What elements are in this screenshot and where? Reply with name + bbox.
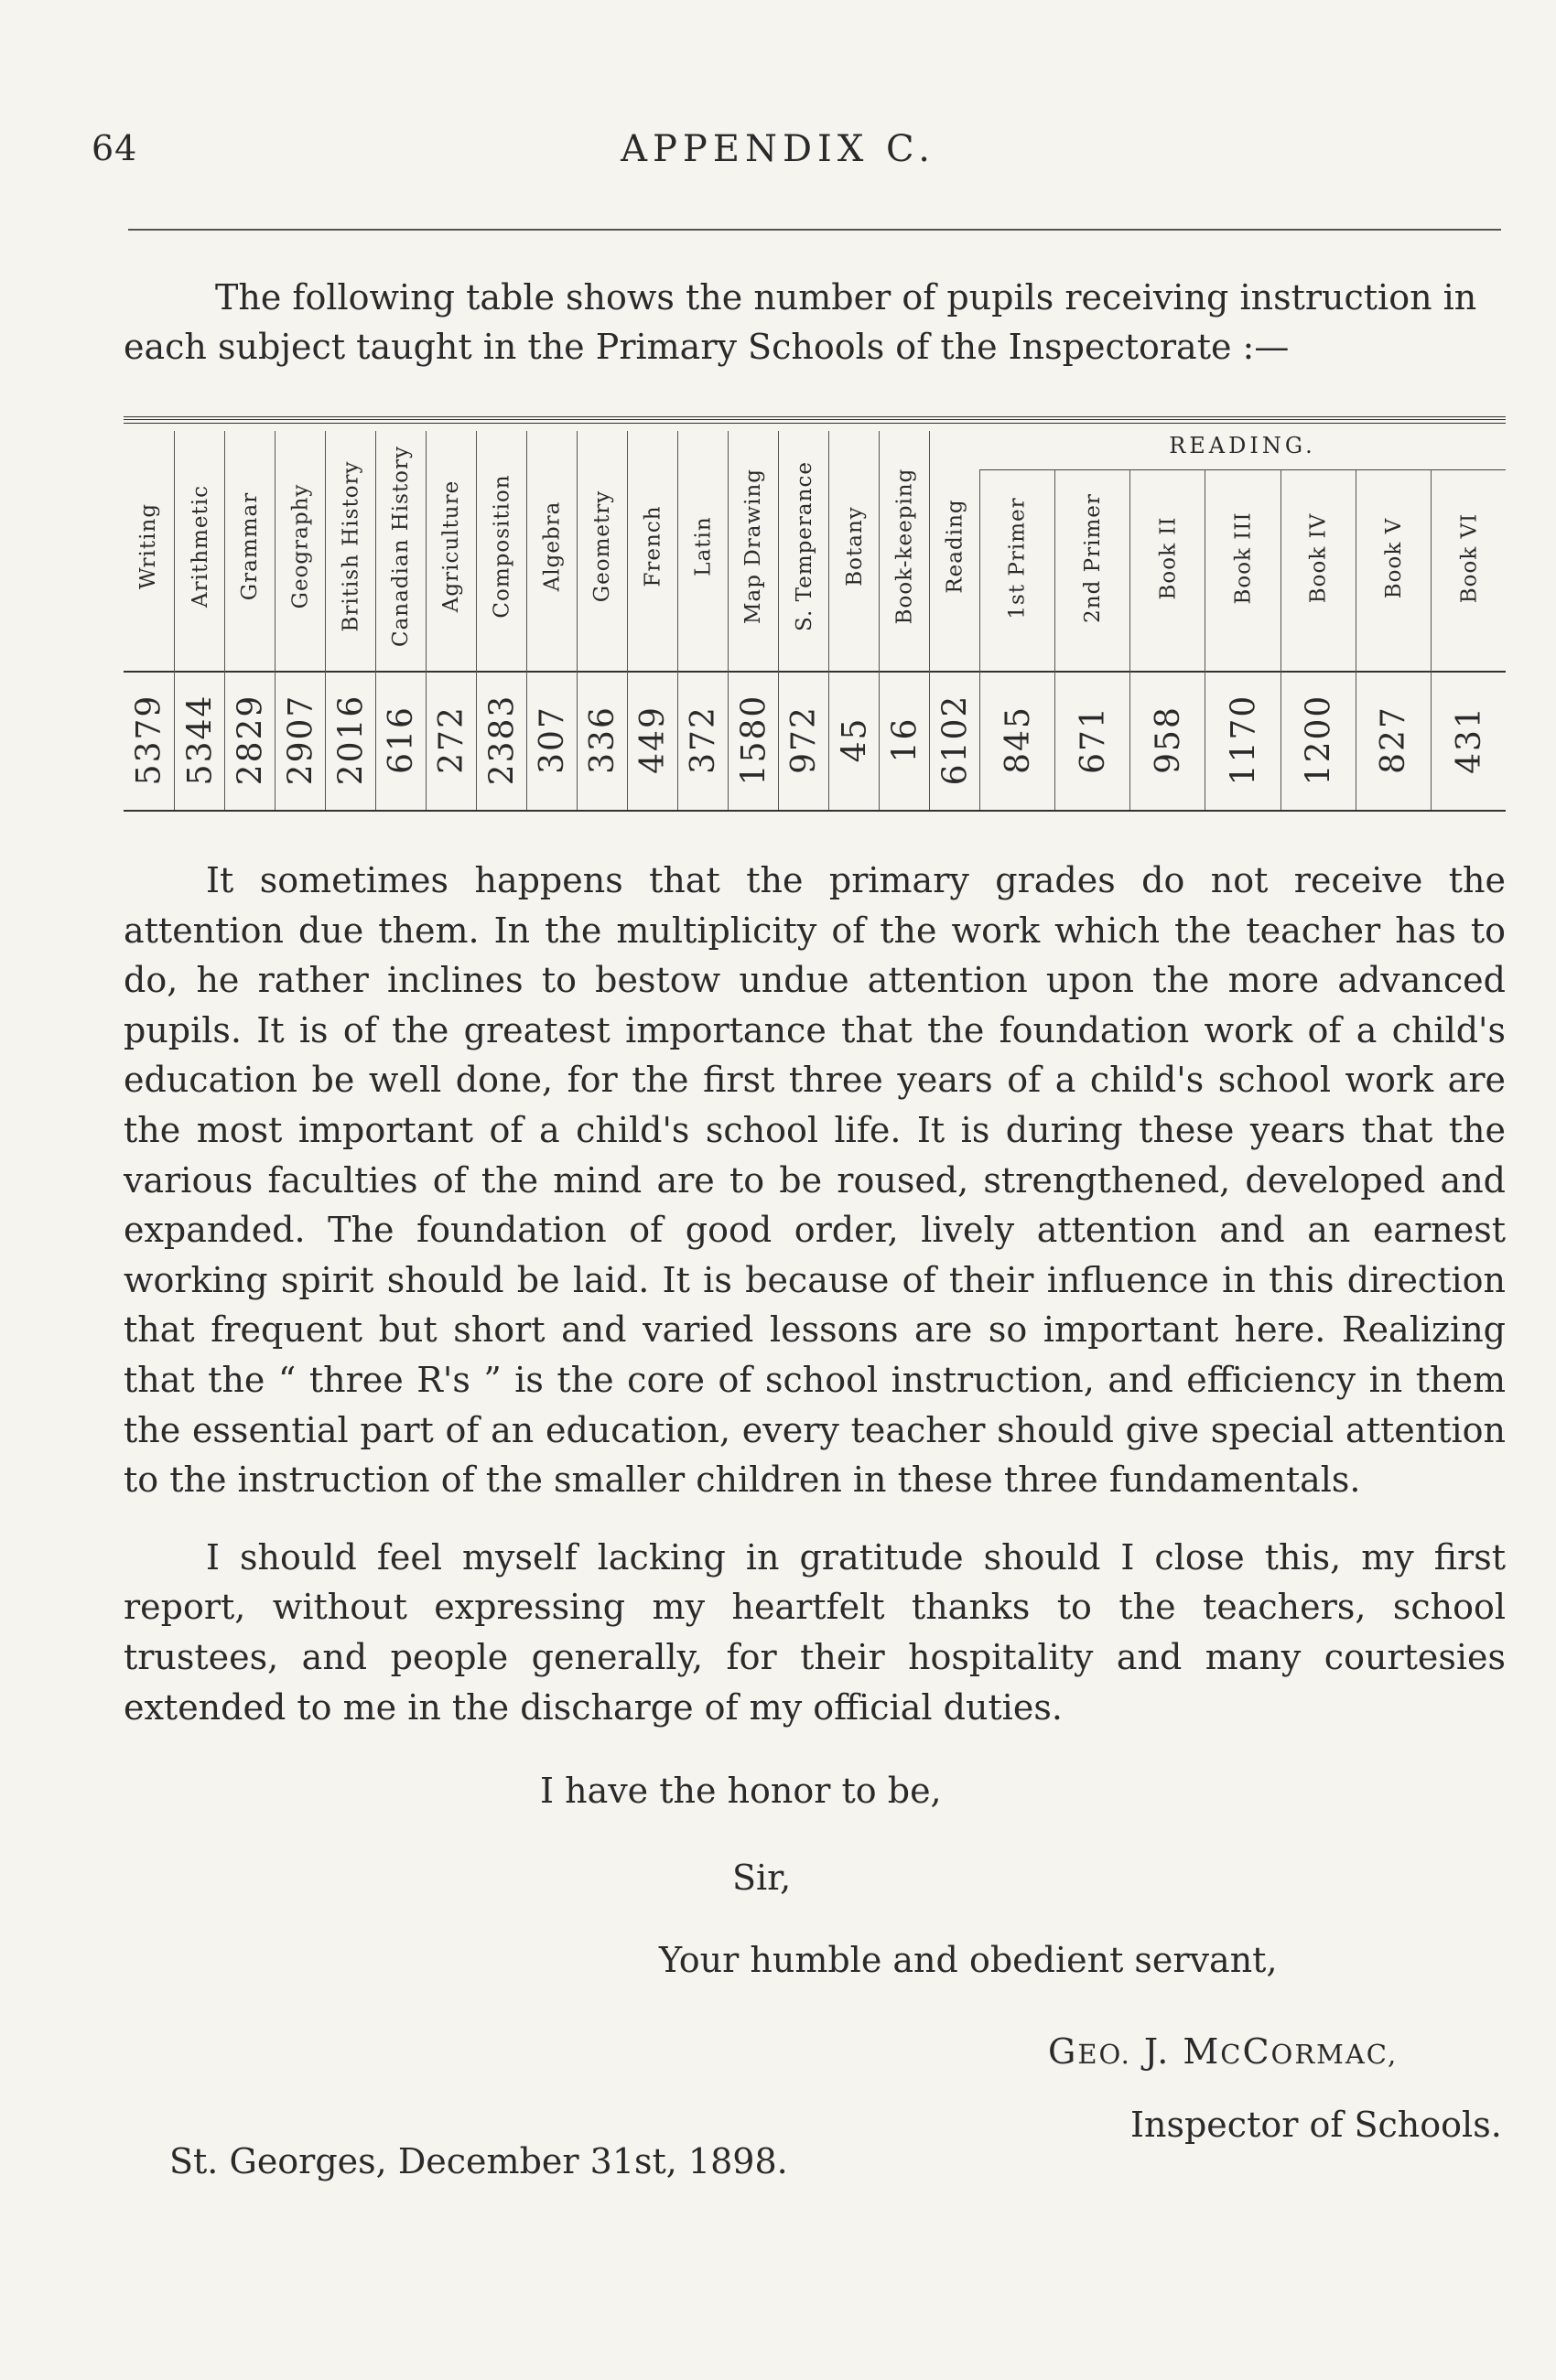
intro-line-1: The following table shows the number of pupils receiving instruction in <box>215 277 1477 318</box>
sig-c2: C <box>1242 2031 1271 2072</box>
table-column <box>828 431 880 810</box>
column-header: Book V <box>1381 517 1406 598</box>
table-column <box>778 431 829 810</box>
column-header: Algebra <box>540 501 565 592</box>
column-header: Grammar <box>238 491 263 601</box>
sig-c: C <box>1220 2039 1243 2070</box>
table-column <box>1356 469 1432 810</box>
column-header: Agriculture <box>439 479 464 613</box>
table-column <box>224 431 276 810</box>
column-header: Composition <box>490 474 514 619</box>
table-column <box>325 431 376 810</box>
column-value: 2829 <box>232 694 269 785</box>
closing-line-1: I have the honor to be, <box>540 1771 942 1811</box>
paragraph-primary-grades: It sometimes happens that the primary grades do not receive the attention due them. In the multiplicity of the work which the teacher has to do, he rather inclines to bestow undue attention upon the more advanced pupils. It is of the greatest importance that the foundation work of a child's education be well done, for the first three years of a child's school work are the most important of a child's school life. It is during these years that the various faculties of the mind are to be roused, strengthened, developed and expanded. The foundation of good order, lively attention and an earnest working spirit should be laid. It is because of their influence in this direction that frequent but short and varied lessons are so important here. Realizing that the “ three R's ” is the core of school instruction, and efficiency in them the essential part of an education, every teacher should give special attention to the instruction of the smaller children in these three fundamentals. <box>124 860 1506 1501</box>
closing-line-2: Sir, <box>732 1858 792 1898</box>
paragraph-gratitude: I should feel myself lacking in gratitude should I close this, my first report, without expressing my heartfelt thanks to the teachers, school trustees, and people generally, for their hospitality and many courtesies extended to me in the discharge of my official duties. <box>124 1536 1506 1728</box>
header-rule <box>128 229 1501 231</box>
column-value: 845 <box>999 705 1037 774</box>
place-and-date: St. Georges, December 31st, 1898. <box>169 2141 788 2181</box>
column-value: 431 <box>1450 705 1488 774</box>
table-column <box>1280 469 1356 810</box>
table-column <box>275 431 326 810</box>
column-header: Arithmetic <box>188 485 212 608</box>
sig-g: G <box>1048 2031 1078 2072</box>
column-header: Book II <box>1156 515 1181 600</box>
column-header: British History <box>339 460 363 632</box>
body-text <box>124 856 1506 1760</box>
column-header: Geometry <box>590 490 615 603</box>
table-column <box>1129 469 1205 810</box>
column-header: Book VI <box>1456 512 1481 603</box>
column-value: 272 <box>433 705 470 774</box>
column-value: 5379 <box>130 694 167 785</box>
column-value: 2383 <box>483 694 521 785</box>
column-value: 1200 <box>1300 694 1338 785</box>
table-column <box>929 431 980 810</box>
table-column <box>124 431 174 810</box>
column-value: 1580 <box>735 694 773 785</box>
closing-line-3: Your humble and obedient servant, <box>659 1940 1278 1980</box>
column-value: 671 <box>1074 705 1112 774</box>
column-value: 972 <box>785 705 823 774</box>
column-header: French <box>641 505 665 587</box>
column-value: 2016 <box>332 694 370 785</box>
column-header: Book III <box>1231 511 1256 605</box>
table-top-rule <box>124 416 1506 424</box>
running-head: APPENDIX C. <box>621 128 935 170</box>
column-header: Botany <box>842 506 867 587</box>
column-header: S. Temperance <box>792 461 816 631</box>
table-column <box>476 431 527 810</box>
column-header: Writing <box>136 502 161 590</box>
column-value: 6102 <box>936 694 974 785</box>
table-column <box>577 431 628 810</box>
table-column <box>879 431 930 810</box>
page-header <box>0 128 1556 183</box>
column-value: 336 <box>584 705 621 774</box>
table-column <box>1054 469 1130 810</box>
table-column <box>526 431 578 810</box>
intro-paragraph <box>124 273 1506 372</box>
table-column <box>979 469 1055 810</box>
column-header: Book IV <box>1306 512 1331 603</box>
table-column <box>1205 469 1280 810</box>
column-header: Book-keeping <box>892 468 917 625</box>
column-header: Canadian History <box>389 445 414 648</box>
column-value: 45 <box>836 716 873 762</box>
column-value: 958 <box>1149 705 1187 774</box>
table-column <box>728 431 779 810</box>
column-value: 1170 <box>1225 694 1262 785</box>
table-column <box>677 431 729 810</box>
signature-title: Inspector of Schools. <box>1130 2105 1502 2145</box>
column-value: 616 <box>383 705 420 774</box>
table-column <box>426 431 477 810</box>
intro-line-2: each subject taught in the Primary Schools of the Inspectorate :— <box>124 327 1290 367</box>
column-header: Latin <box>691 516 716 576</box>
reading-group-header: READING. <box>1169 433 1316 458</box>
column-header: 1st Primer <box>1006 496 1031 619</box>
column-value: 449 <box>634 705 672 774</box>
column-value: 372 <box>685 705 722 774</box>
sig-jm: J. M <box>1130 2031 1221 2072</box>
table-column <box>375 431 427 810</box>
column-value: 5344 <box>181 694 219 785</box>
column-value: 16 <box>886 716 924 762</box>
column-header: Map Drawing <box>741 468 766 625</box>
page-number: 64 <box>92 128 138 168</box>
table-column <box>1431 469 1507 810</box>
table-column <box>627 431 678 810</box>
column-value: 2907 <box>282 694 319 785</box>
column-header: Reading <box>943 499 967 594</box>
table-bottom-rule <box>124 810 1506 812</box>
subjects-table <box>124 416 1506 819</box>
column-header: Geography <box>288 483 313 609</box>
column-value: 827 <box>1375 705 1413 774</box>
sig-ormac: ORMAC, <box>1270 2039 1399 2070</box>
signature-name <box>1048 2031 1398 2072</box>
sig-eo: EO. <box>1077 2039 1131 2070</box>
column-value: 307 <box>534 705 571 774</box>
table-column <box>174 431 225 810</box>
column-header: 2nd Primer <box>1081 492 1106 623</box>
